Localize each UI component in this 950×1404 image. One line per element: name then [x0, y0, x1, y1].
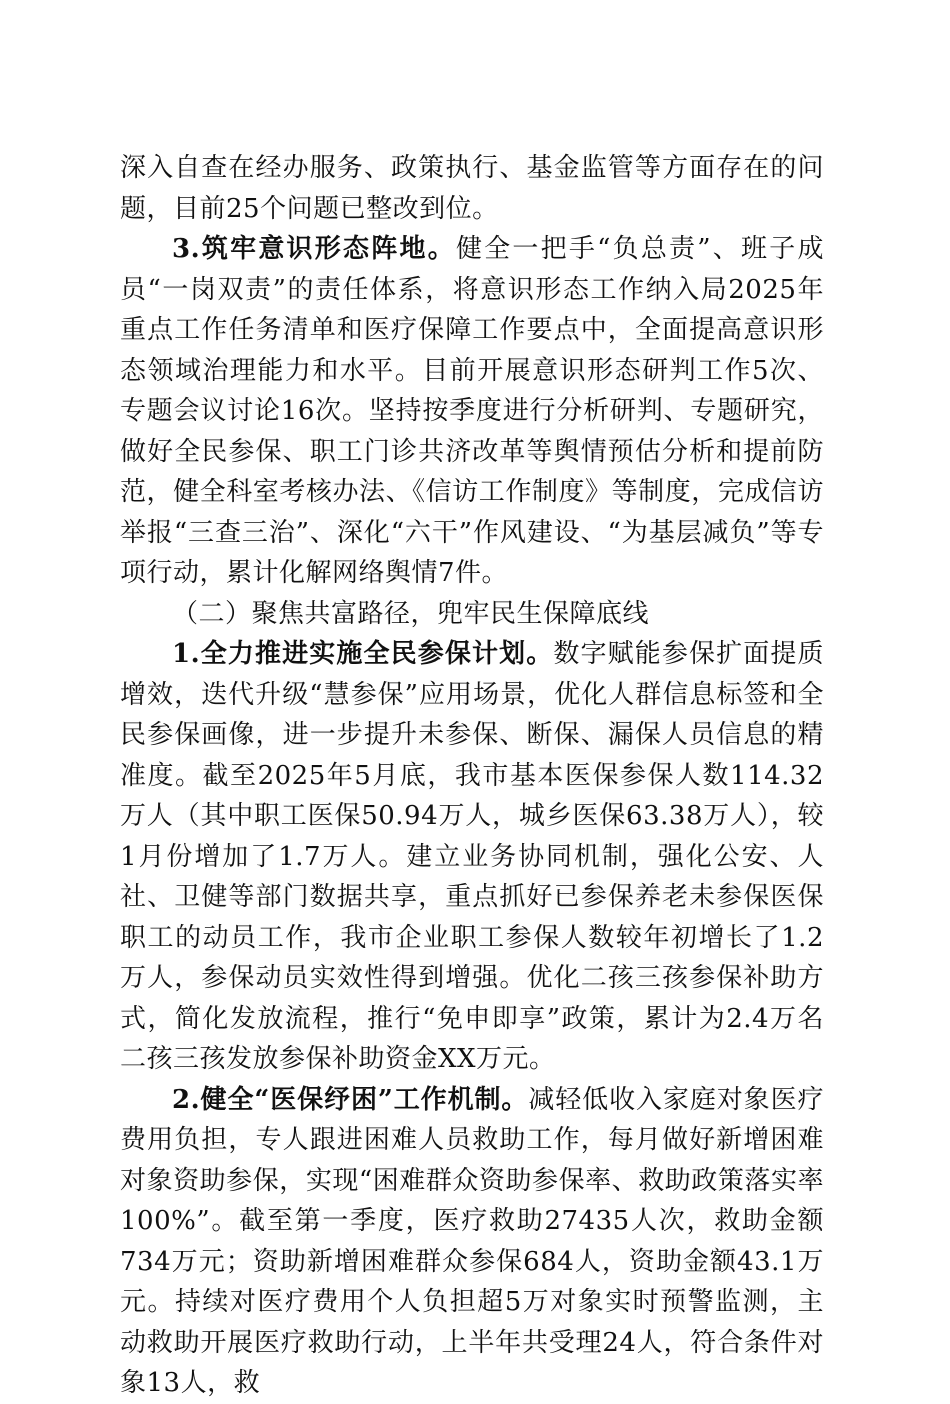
- document-body: [120, 148, 824, 1404]
- paragraph-continuation: [120, 148, 824, 229]
- paragraph-ideology: [120, 229, 824, 594]
- paragraph-lead-heading: 3.筑牢意识形态阵地。: [172, 234, 456, 264]
- paragraph-text: 减轻低收入家庭对象医疗费用负担，专人跟进困难人员救助工作，每月做好新增困难对象资助参保，实现“困难群众资助参保率、救助政策落实率100%”。截至第一季度，医疗救助27435人次，救助金额734万元；资助新增困难群众参保684人，资助金额43.1万元。持续对医疗费用个人负担超5万对象实时预警监测，主动救助开展医疗救助行动，上半年共受理24人，符合条件对象13人，救: [120, 1084, 824, 1398]
- paragraph-text: 健全一把手“负总责”、班子成员“一岗双责”的责任体系，将意识形态工作纳入局2025年重点工作任务清单和医疗保障工作要点中，全面提高意识形态领域治理能力和水平。目前开展意识形态研判工作5次、专题会议讨论16次。坚持按季度进行分析研判、专题研究，做好全民参保、职工门诊共济改革等舆情预估分析和提前防范，健全科室考核办法、《信访工作制度》等制度，完成信访举报“三查三治”、深化“六干”作风建设、“为基层减负”等专项行动，累计化解网络舆情7件。: [120, 234, 824, 588]
- paragraph-relief-mechanism: [120, 1080, 824, 1404]
- paragraph-lead-heading: 2.健全“医保纾困”工作机制。: [172, 1084, 529, 1115]
- paragraph-lead-heading: 1.全力推进实施全民参保计划。: [172, 639, 554, 669]
- paragraph-insurance-plan: [120, 634, 824, 1080]
- section-heading: （二）聚焦共富路径，兜牢民生保障底线: [172, 598, 650, 629]
- paragraph-text: 数字赋能参保扩面提质增效，迭代升级“慧参保”应用场景，优化人群信息标签和全民参保画像，进一步提升未参保、断保、漏保人员信息的精准度。截至2025年5月底，我市基本医保参保人数114.32万人（其中职工医保50.94万人，城乡医保63.38万人），较1月份增加了1.7万人。建立业务协同机制，强化公安、人社、卫健等部门数据共享，重点抓好已参保养老未参保医保职工的动员工作，我市企业职工参保人数较年初增长了1.2万人，参保动员实效性得到增强。优化二孩三孩参保补助方式，简化发放流程，推行“免申即享”政策，累计为2.4万名二孩三孩发放参保补助资金XX万元。: [120, 639, 824, 1074]
- paragraph-text: 深入自查在经办服务、政策执行、基金监管等方面存在的问题，目前25个问题已整改到位。: [120, 153, 824, 224]
